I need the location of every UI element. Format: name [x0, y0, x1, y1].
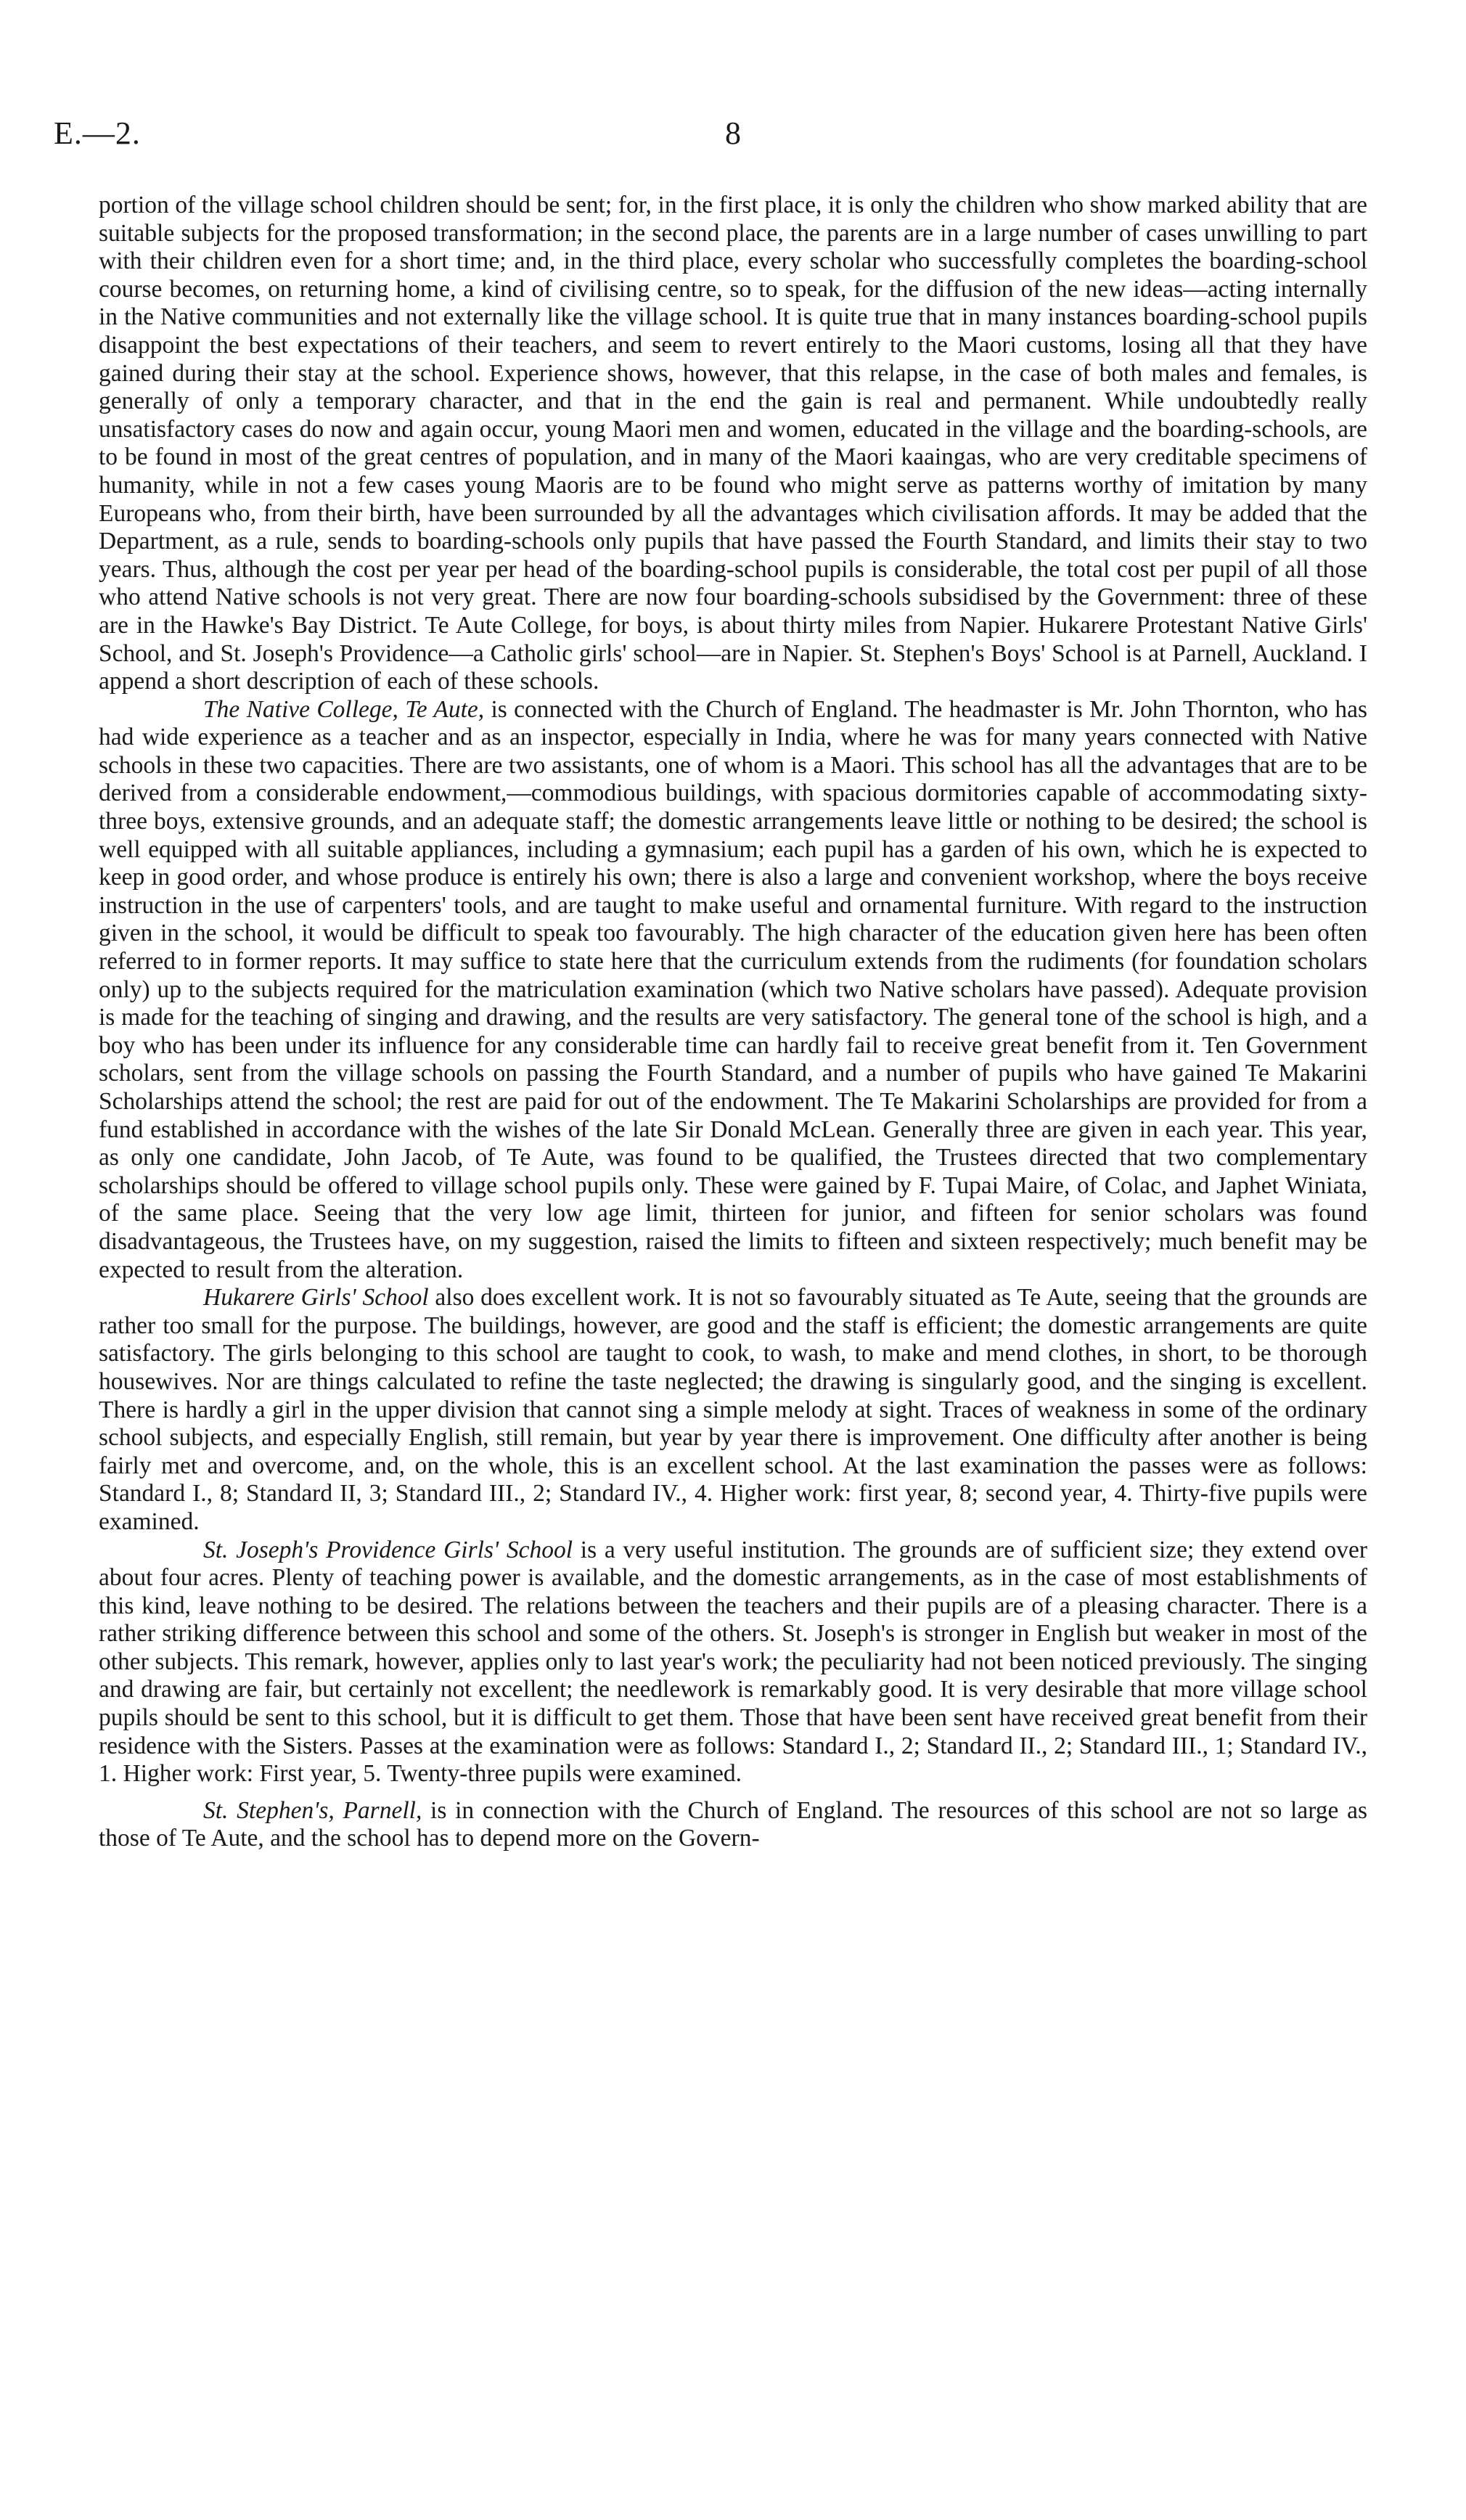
paragraph-text: also does excellent work. It is not so favourably situated as Te Aute, seeing that the grounds are rather too small for the purpose. The buildings, however, are good and the staff is efficient; the domestic arrangements are quite satisfactory. The girls belonging to this school are taught to cook, to wash, to make and mend clothes, in short, to be thorough housewives. Nor are things calculated to refine the taste neglected; the drawing is singularly good, and the singing is excellent. There is hardly a girl in the upper division that cannot sing a simple melody at sight. Traces of weakness in some of the ordinary school subjects, and especially English, still remain, but year by year there is improvement. One difficulty after another is being fairly met and overcome, and, on the whole, this is an excellent school. At the last examination the passes were as follows: Standard I., 8; Standard II, 3; Standard III., 2; Standard IV., 4. Higher work: first year, 8; second year, 4. Thirty-five pupils were examined. — [99, 1284, 1368, 1535]
page-header — [0, 115, 1466, 165]
paragraph-boarding-schools — [99, 192, 1367, 696]
section-title-st-stephens: St. Stephen's, Parnell, — [203, 1796, 422, 1824]
paragraph-text: is a very useful institution. The grounds are of sufficient size; they extend over about four acres. Plenty of teaching power is available, and the domestic arrangements, as in the case of most establishments of this kind, leave nothing to be desired. The relations between the teachers and their pupils are of a pleasing character. There is a rather striking difference between this school and some of the others. St. Joseph's is stronger in English but weaker in most of the other subjects. This remark, however, applies only to last year's work; the peculiarity had not been noticed previously. The singing and drawing are fair, but certainly not excellent; the needlework is remarkably good. It is very desirable that more village school pupils should be sent to this school, but it is difficult to get them. Those that have been sent have received great benefit from their residence with the Sisters. Passes at the examination were as follows: Standard I., 2; Standard II., 2; Standard III., 1; Standard IV., 1. Higher work: First year, 5. Twenty-three pupils were examined. — [99, 1536, 1368, 1788]
paragraph-text: is connected with the Church of England. The headmaster is Mr. John Thornton, who has had wide experience as a teacher and as an inspector, especially in India, where he was for many years connected with Native schools in these two capacities. There are two assistants, one of whom is a Maori. This school has all the advantages that are to be derived from a considerable endowment,—commodious buildings, with spacious dormitories capable of accommodating sixty-three boys, extensive grounds, and an adequate staff; the domestic arrangements leave little or nothing to be desired; the school is well equipped with all suitable appliances, including a gymnasium; each pupil has a garden of his own, which he is expected to keep in good order, and whose produce is entirely his own; there is also a large and convenient workshop, where the boys receive instruction in the use of carpenters' tools, and are taught to make useful and ornamental furniture. With regard to the instruction given in the school, it would be difficult to speak too favourably. The high character of the education given here has been often referred to in former reports. It may suffice to state here that the curriculum extends from the rudiments (for foundation scholars only) up to the subjects required for the matriculation examination (which two Native scholars have passed). Adequate provision is made for the teaching of singing and drawing, and the results are very satisfactory. The general tone of the school is high, and a boy who has been under its influence for any considerable time can hardly fail to receive great benefit from it. Ten Government scholars, sent from the village schools on passing the Fourth Standard, and a number of pupils who have gained Te Makarini Scholarships attend the school; the rest are paid for out of the endowment. The Te Makarini Scholarships are provided for from a fund established in accordance with the wishes of the late Sir Donald McLean. Generally three are given in each year. This year, as only one candidate, John Jacob, of Te Aute, was found to be qualified, the Trustees directed that two complementary scholarships should be offered to village school pupils only. These were gained by F. Tupai Maire, of Colac, and Japhet Winiata, of the same place. Seeing that the very low age limit, thirteen for junior, and fifteen for senior scholars was found disadvantageous, the Trustees have, on my suggestion, raised the limits to fifteen and sixteen respectively; much benefit may be expected to result from the alteration. — [99, 695, 1367, 1283]
paragraph-te-aute — [99, 696, 1367, 1284]
paragraph-hukarere — [99, 1284, 1367, 1536]
section-title-te-aute: The Native College, Te Aute, — [203, 695, 485, 723]
paragraph-st-stephens — [99, 1797, 1367, 1853]
page-number: 8 — [725, 115, 741, 151]
document-reference-code: E.—2. — [54, 115, 141, 151]
paragraph-st-josephs — [99, 1537, 1367, 1788]
section-title-st-josephs: St. Joseph's Providence Girls' School — [203, 1536, 573, 1563]
paragraph-text: portion of the village school children should be sent; for, in the first place, it is only the children who show marked ability that are suitable subjects for the proposed transformation; in the second place, the parents are in a large number of cases unwilling to part with their children even for a short time; and, in the third place, every scholar who successfully completes the boarding-school course becomes, on returning home, a kind of civilising centre, so to speak, for the diffusion of the new ideas—acting internally in the Native communities and not externally like the village school. It is quite true that in many instances boarding-school pupils disappoint the best expectations of their teachers, and seem to revert entirely to the Maori customs, losing all that they have gained during their stay at the school. Experience shows, however, that this relapse, in the case of both males and females, is generally of only a temporary character, and that in the end the gain is real and permanent. While undoubtedly really unsatisfactory cases do now and again occur, young Maori men and women, educated in the village and the boarding-schools, are to be found in most of the great centres of population, and in many of the Maori kaaingas, who are very creditable specimens of humanity, while in not a few cases young Maoris are to be found who might serve as patterns worthy of imitation by many Europeans who, from their birth, have been surrounded by all the advantages which civilisation affords. It may be added that the Department, as a rule, sends to boarding-schools only pupils that have passed the Fourth Standard, and limits their stay to two years. Thus, although the cost per year per head of the boarding-school pupils is considerable, the total cost per pupil of all those who attend Native schools is not very great. There are now four boarding-schools subsidised by the Government: three of these are in the Hawke's Bay District. Te Aute College, for boys, is about thirty miles from Napier. Hukarere Protestant Native Girls' School, and St. Joseph's Providence—a Catholic girls' school—are in Napier. St. Stephen's Boys' School is at Parnell, Auckland. I append a short description of each of these schools. — [99, 192, 1367, 695]
page-body — [99, 192, 1367, 1853]
section-title-hukarere: Hukarere Girls' School — [203, 1284, 429, 1312]
paragraph-text: is in connection with the Church of England. The resources of this school are not so large as those of Te Aute, and the school has to depend more on the Govern- — [99, 1796, 1368, 1852]
